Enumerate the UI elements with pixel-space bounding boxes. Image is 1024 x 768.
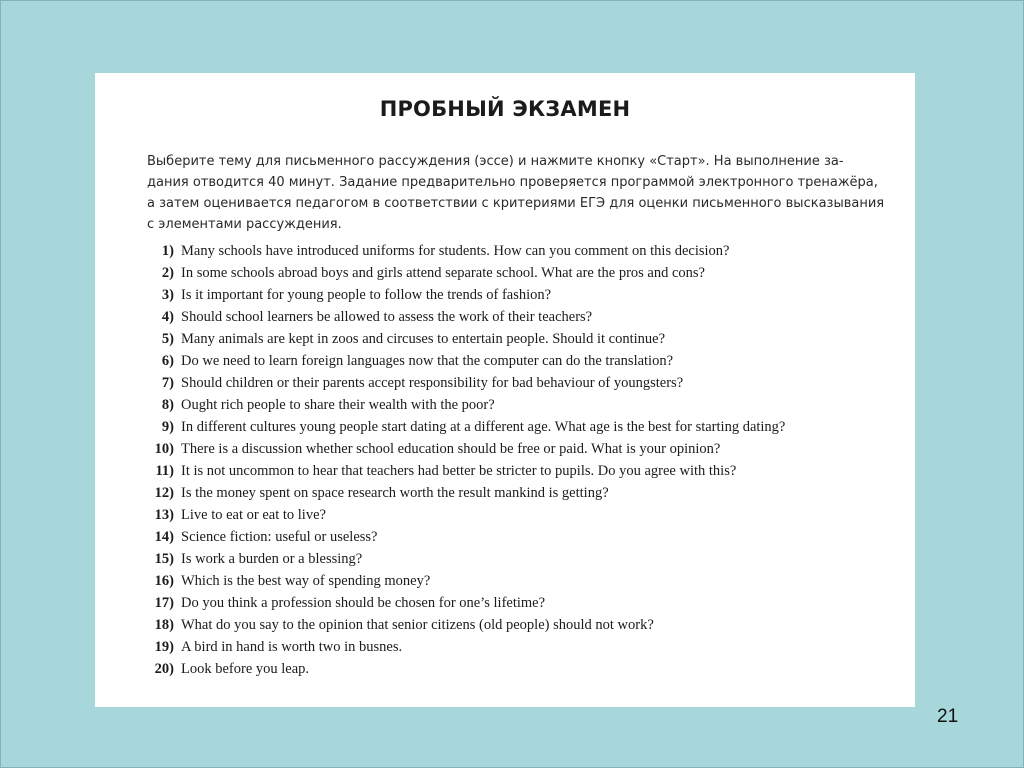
- topic-number: 4): [161, 309, 174, 325]
- instructions-line: а затем оценивается педагогом в соответствии с критериями ЕГЭ для оценки письменного высказывания: [147, 196, 885, 211]
- topic-number: 19): [154, 639, 174, 655]
- topic-item[interactable]: [143, 504, 883, 526]
- topic-text: Ought rich people to share their wealth with the poor?: [181, 397, 495, 413]
- topic-number: 3): [161, 287, 174, 303]
- topic-item[interactable]: [143, 636, 883, 658]
- topic-number: 18): [154, 617, 174, 633]
- topic-item[interactable]: [143, 460, 883, 482]
- topic-text: Should children or their parents accept responsibility for bad behaviour of youngsters?: [181, 375, 684, 391]
- topic-text: Live to eat or eat to live?: [181, 507, 326, 523]
- topic-text: In different cultures young people start dating at a different age. What age is the best for starting dating?: [181, 419, 786, 435]
- topic-text: Do you think a profession should be chosen for one’s lifetime?: [181, 595, 546, 611]
- topic-item[interactable]: [143, 416, 883, 438]
- topic-number: 15): [154, 551, 174, 567]
- topic-number: 6): [161, 353, 174, 369]
- exam-sheet: [95, 73, 915, 707]
- topic-text: Which is the best way of spending money?: [181, 573, 431, 589]
- topic-number: 13): [154, 507, 174, 523]
- topic-text: Is it important for young people to follow the trends of fashion?: [181, 287, 552, 303]
- topic-text: Many animals are kept in zoos and circuses to entertain people. Should it continue?: [181, 331, 666, 347]
- topic-item[interactable]: [143, 372, 883, 394]
- topic-list: [143, 240, 883, 680]
- topic-item[interactable]: [143, 592, 883, 614]
- topic-item[interactable]: [143, 328, 883, 350]
- topic-item[interactable]: [143, 240, 883, 262]
- topic-number: 11): [155, 463, 174, 479]
- topic-item[interactable]: [143, 548, 883, 570]
- topic-item[interactable]: [143, 350, 883, 372]
- instructions-line: с элементами рассуждения.: [147, 217, 342, 232]
- topic-text: It is not uncommon to hear that teachers had better be stricter to pupils. Do you agree with this?: [181, 463, 737, 479]
- topic-number: 9): [161, 419, 174, 435]
- topic-item[interactable]: [143, 614, 883, 636]
- topic-text: Many schools have introduced uniforms for students. How can you comment on this decision?: [181, 243, 730, 259]
- topic-number: 20): [154, 661, 174, 677]
- topic-item[interactable]: [143, 570, 883, 592]
- topic-number: 14): [154, 529, 174, 545]
- topic-text: A bird in hand is worth two in busnes.: [181, 639, 403, 655]
- topic-text: There is a discussion whether school education should be free or paid. What is your opinion?: [181, 441, 721, 457]
- topic-text: Is the money spent on space research worth the result mankind is getting?: [181, 485, 609, 501]
- topic-text: Should school learners be allowed to assess the work of their teachers?: [181, 309, 593, 325]
- topic-number: 8): [161, 397, 174, 413]
- topic-item[interactable]: [143, 394, 883, 416]
- topic-number: 5): [161, 331, 174, 347]
- instructions-line: дания отводится 40 минут. Задание предварительно проверяется программой электронного тренажёра,: [147, 175, 878, 190]
- page-title: ПРОБНЫЙ ЭКЗАМЕН: [379, 97, 631, 121]
- topic-text: Look before you leap.: [181, 661, 310, 677]
- topic-number: 16): [154, 573, 174, 589]
- instructions: [147, 151, 885, 235]
- topic-number: 12): [154, 485, 174, 501]
- topic-number: 2): [161, 265, 174, 281]
- topic-text: What do you say to the opinion that senior citizens (old people) should not work?: [181, 617, 654, 633]
- topic-item[interactable]: [143, 438, 883, 460]
- topic-item[interactable]: [143, 658, 883, 680]
- topic-item[interactable]: [143, 262, 883, 284]
- topic-number: 7): [161, 375, 174, 391]
- topic-number: 17): [154, 595, 174, 611]
- topic-text: Is work a burden or a blessing?: [181, 551, 363, 567]
- topic-item[interactable]: [143, 284, 883, 306]
- topic-number: 1): [161, 243, 174, 259]
- topic-number: 10): [154, 441, 174, 457]
- topic-item[interactable]: [143, 482, 883, 504]
- topic-item[interactable]: [143, 526, 883, 548]
- topic-item[interactable]: [143, 306, 883, 328]
- topic-text: In some schools abroad boys and girls attend separate school. What are the pros and cons?: [181, 265, 705, 281]
- slide-number: 21: [937, 706, 959, 727]
- topic-text: Science fiction: useful or useless?: [181, 529, 378, 545]
- instructions-line: Выберите тему для письменного рассуждения (эссе) и нажмите кнопку «Старт». На выполнение за-: [147, 154, 844, 169]
- topic-text: Do we need to learn foreign languages now that the computer can do the translation?: [181, 353, 674, 369]
